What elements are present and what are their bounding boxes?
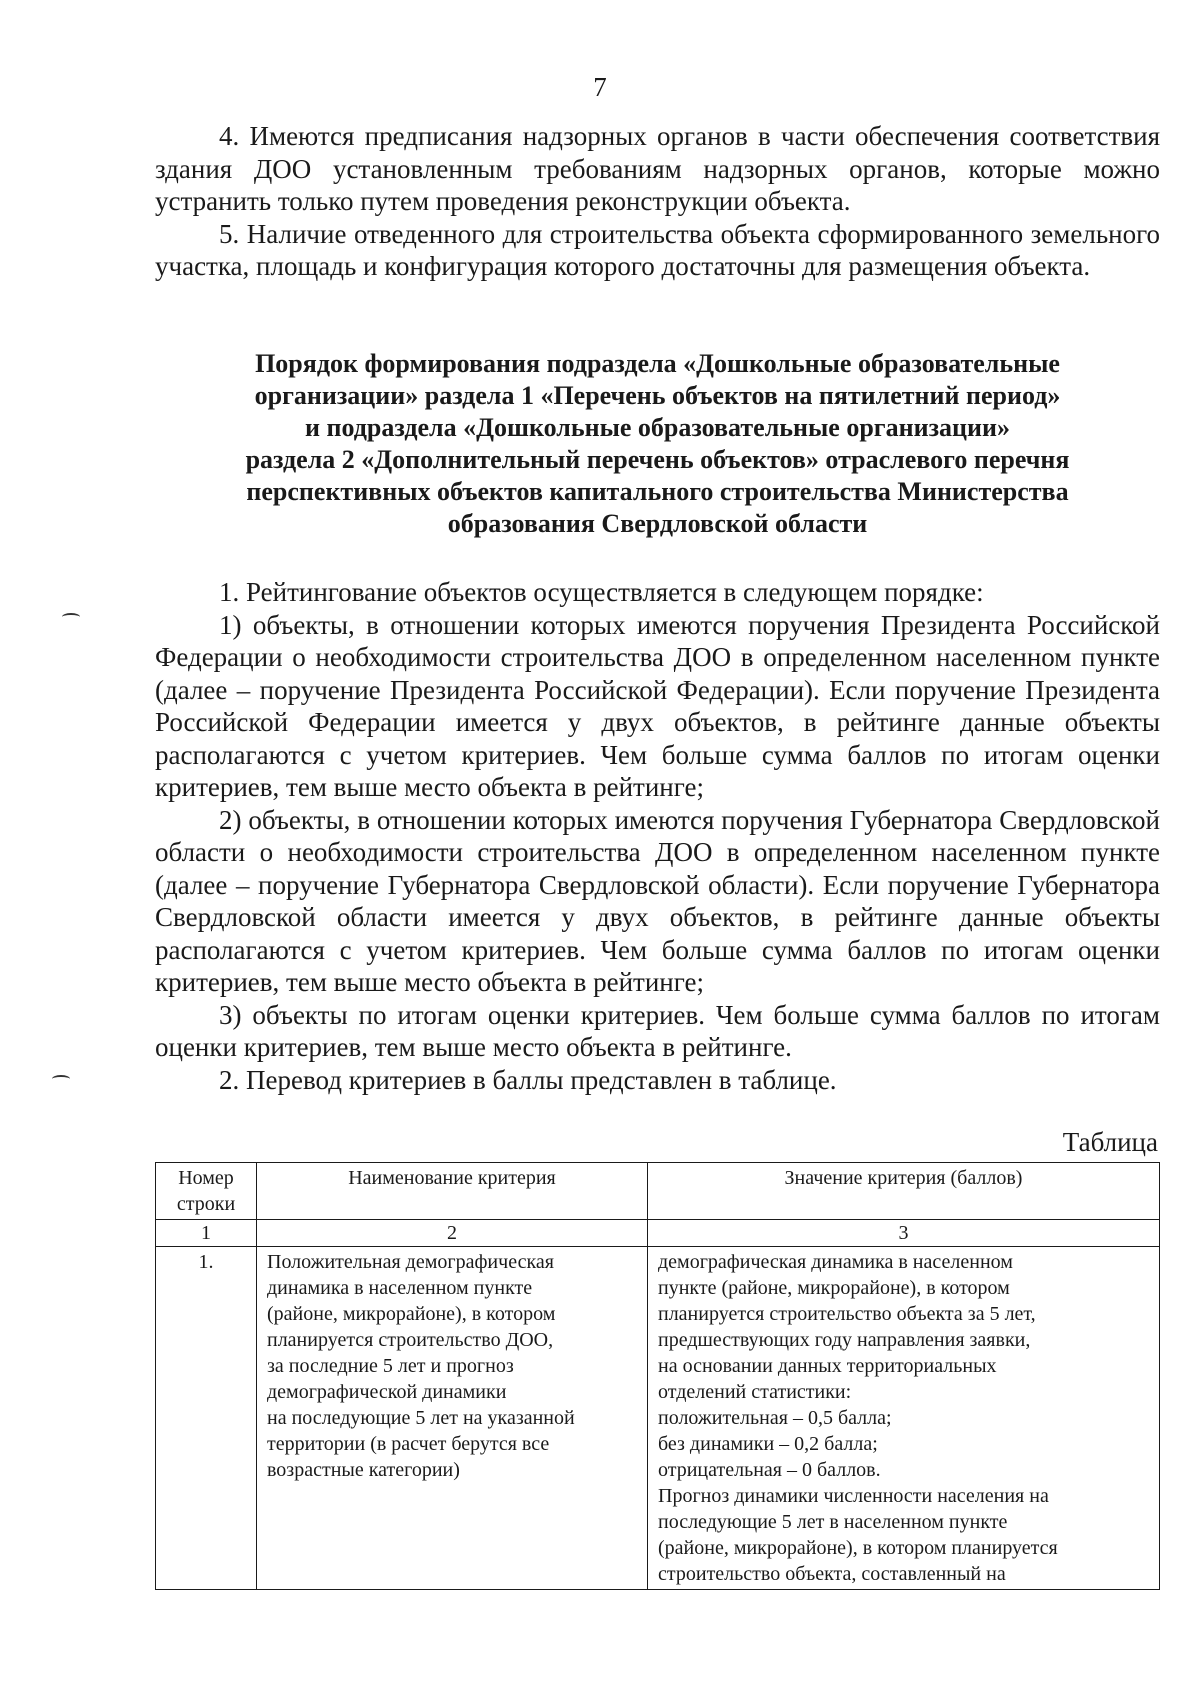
cell-line: возрастные категории) [267, 1459, 460, 1481]
table-header-row [156, 1163, 1160, 1220]
cell-line: предшествующих году направления заявки, [658, 1329, 1031, 1351]
table-row [156, 1247, 1160, 1590]
rule-subitem-3: 3) объекты по итогам оценки критериев. Чем больше сумма баллов по итогам оценки критериев, тем выше место объекта в рейтинге. [155, 999, 1160, 1062]
rule-subitem-2: 2) объекты, в отношении которых имеются поручения Губернатора Свердловской области о необходимости строительства ДОО в определенном населенном пункте (далее – поручение Губернатора Свердловской области). Если поручение Губернатора Свердловской области имеется у двух объектов, в рейтинге данные объекты располагаются с учетом критериев. Чем больше сумма баллов по итогам оценки критериев, тем выше место объекта в рейтинге; [155, 804, 1160, 997]
rules-section [155, 576, 1160, 1096]
cell-line: демографической динамики [267, 1381, 507, 1403]
header-row-number: Номер строки [156, 1163, 257, 1220]
intro-section [155, 120, 1160, 283]
rule-paragraph-2: 2. Перевод критериев в баллы представлен в таблице. [219, 1064, 837, 1095]
column-number: 1 [156, 1220, 257, 1247]
rule-subitem-1: 1) объекты, в отношении которых имеются поручения Президента Российской Федерации о необходимости строительства ДОО в определенном населенном пункте (далее – поручение Президента Российской Федерации). Если поручение Президента Российской Федерации имеется у двух объектов, в рейтинге данные объекты располагаются с учетом критериев. Чем больше сумма баллов по итогам оценки критериев, тем выше место объекта в рейтинге; [155, 609, 1160, 802]
cell-line: без динамики – 0,2 балла; [658, 1433, 878, 1455]
criterion-value-cell [648, 1247, 1160, 1590]
column-number: 3 [648, 1220, 1160, 1247]
cell-line: Прогноз динамики численности населения на [658, 1485, 1049, 1507]
cell-line: отделений статистики: [658, 1381, 852, 1403]
column-number-row [156, 1220, 1160, 1247]
cell-line: планируется строительство объекта за 5 лет, [658, 1303, 1036, 1325]
margin-mark [62, 613, 80, 621]
cell-line: (районе, микрорайоне), в котором планируется [658, 1537, 1058, 1559]
page-number: 7 [593, 72, 607, 102]
section-heading [155, 348, 1160, 540]
cell-line: отрицательная – 0 баллов. [658, 1459, 881, 1481]
cell-line: динамика в населенном пункте [267, 1277, 533, 1299]
header-criterion-name: Наименование критерия [257, 1163, 648, 1220]
cell-line: демографическая динамика в населенном [658, 1251, 1013, 1273]
paragraph-item-5: 5. Наличие отведенного для строительства объекта сформированного земельного участка, площадь и конфигурация которого достаточны для размещения объекта. [155, 218, 1160, 281]
paragraph-item-4: 4. Имеются предписания надзорных органов в части обеспечения соответствия здания ДОО установленным требованиям надзорных органов, которые можно устранить только путем проведения реконструкции объекта. [155, 121, 1160, 216]
cell-line: за последние 5 лет и прогноз [267, 1355, 514, 1377]
cell-line: планируется строительство ДОО, [267, 1329, 554, 1351]
column-number: 2 [257, 1220, 648, 1247]
heading-line: перспективных объектов капитального строительства Министерства [246, 477, 1069, 506]
cell-line: на последующие 5 лет на указанной [267, 1407, 575, 1429]
cell-line: пункте (районе, микрорайоне), в котором [658, 1277, 1010, 1299]
cell-line: на основании данных территориальных [658, 1355, 997, 1377]
cell-line: Положительная демографическая [267, 1251, 554, 1273]
criterion-name-cell [257, 1247, 648, 1590]
cell-line: последующие 5 лет в населенном пункте [658, 1511, 1008, 1533]
cell-line: территории (в расчет берутся все [267, 1433, 550, 1455]
heading-line: и подраздела «Дошкольные образовательные организации» [305, 413, 1010, 442]
row-number: 1. [156, 1247, 257, 1590]
cell-line: положительная – 0,5 балла; [658, 1407, 892, 1429]
cell-line: (районе, микрорайоне), в котором [267, 1303, 556, 1325]
heading-line: раздела 2 «Дополнительный перечень объектов» отраслевого перечня [245, 445, 1070, 474]
criteria-table [155, 1162, 1160, 1590]
rule-paragraph-1: 1. Рейтингование объектов осуществляется в следующем порядке: [219, 577, 984, 607]
margin-mark [52, 1075, 70, 1083]
table-caption: Таблица [1062, 1127, 1158, 1157]
cell-line: строительство объекта, составленный на [658, 1563, 1006, 1585]
heading-line: организации» раздела 1 «Перечень объектов на пятилетний период» [254, 381, 1061, 410]
heading-line: образования Свердловской области [447, 509, 868, 538]
heading-line: Порядок формирования подраздела «Дошкольные образовательные [255, 349, 1060, 378]
header-criterion-value: Значение критерия (баллов) [648, 1163, 1160, 1220]
